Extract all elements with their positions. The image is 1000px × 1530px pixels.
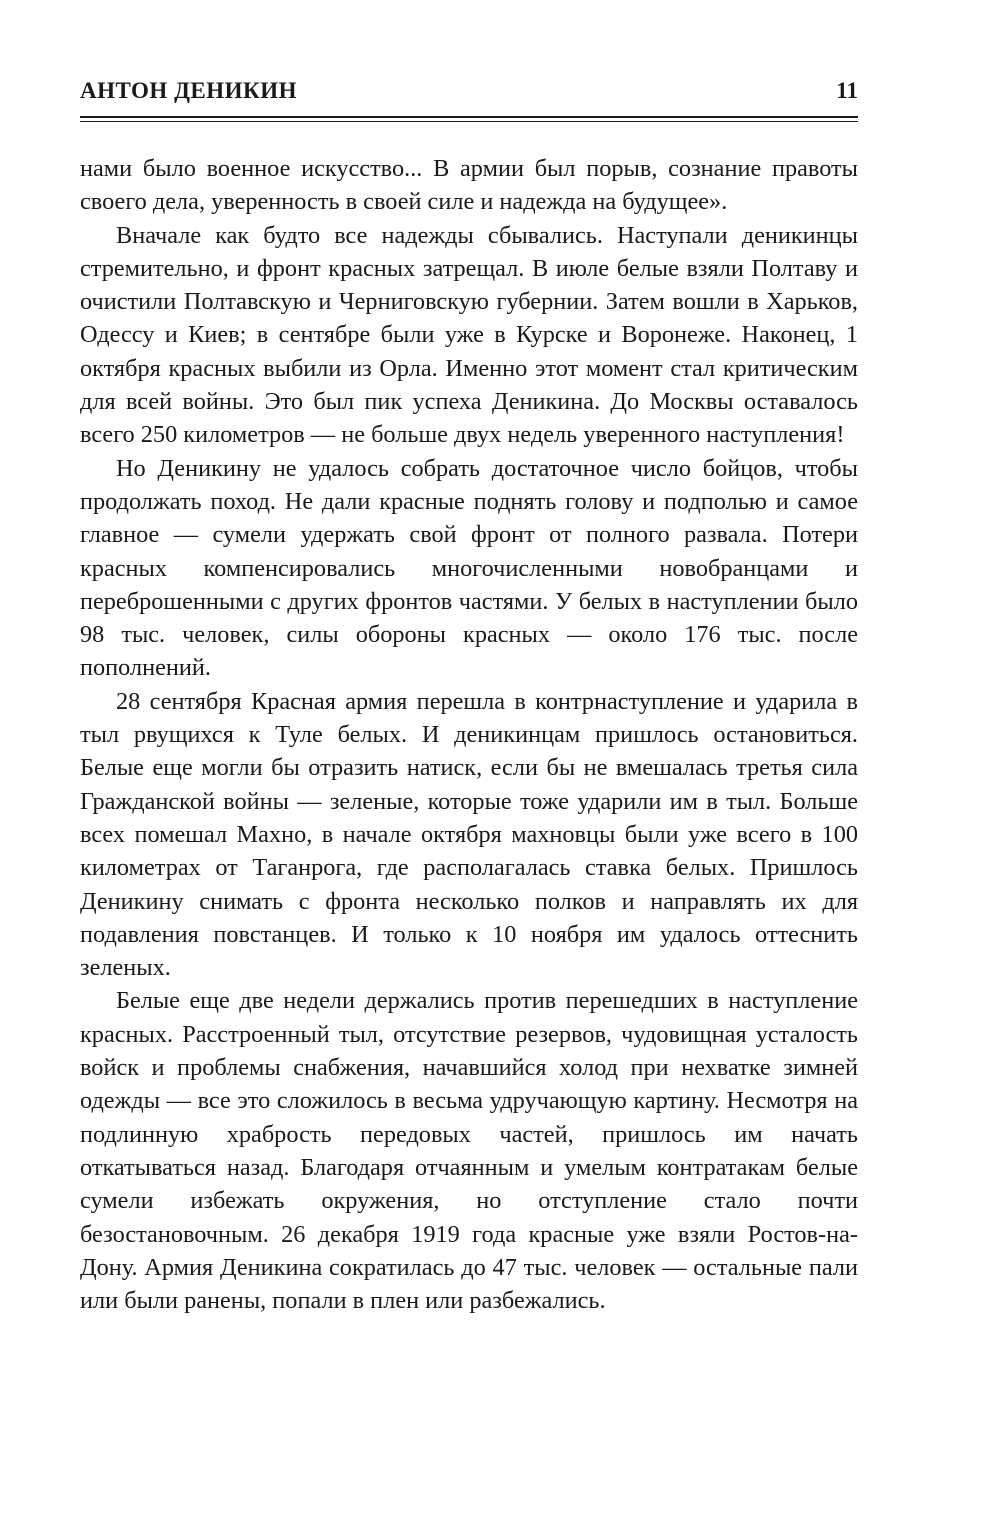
paragraph-1: нами было военное искусство... В армии был порыв, сознание правоты своего дела, уверенность в своей силе и надежда на будущее». [80, 155, 858, 216]
header-double-rule [80, 116, 858, 122]
running-title: АНТОН ДЕНИКИН [80, 78, 297, 103]
book-page [80, 78, 858, 1317]
paragraph-2: Вначале как будто все надежды сбывались. Наступали деникинцы стремительно, и фронт красных затрещал. В июле белые взяли Полтаву и очистили Полтавскую и Черниговскую губернии. Затем вошли в Харьков, Одессу и Киев; в сентябре были уже в Курске и Воронеже. Наконец, 1 октября красных выбили из Орла. Именно этот момент стал критическим для всей войны. Это был пик успеха Деникина. До Москвы оставалось всего 250 километров — не больше двух недель уверенного наступления! [80, 221, 858, 449]
paragraph-4: 28 сентября Красная армия перешла в контрнаступление и ударила в тыл рвущихся к Туле белых. И деникинцам пришлось остановиться. Белые еще могли бы отразить натиск, если бы не вмешалась третья сила Гражданской войны — зеленые, которые тоже ударили им в тыл. Больше всех помешал Махно, в начале октября махновцы были уже всего в 100 километрах от Таганрога, где располагалась ставка белых. Пришлось Деникину снимать с фронта несколько полков и направлять их для подавления повстанцев. И только к 10 ноября им удалось оттеснить зеленых. [80, 687, 858, 982]
running-header [80, 78, 858, 114]
page-number: 11 [836, 78, 858, 103]
paragraph-3: Но Деникину не удалось собрать достаточное число бойцов, чтобы продолжать поход. Не дали красные поднять голову и подполью и самое главное — сумели удержать свой фронт от полного развала. Потери красных компенсировались многочисленными новобранцами и переброшенными с других фронтов частями. У белых в наступлении было 98 тыс. человек, силы обороны красных — около 176 тыс. после пополнений. [80, 454, 858, 682]
body-text [80, 152, 858, 1317]
paragraph-5: Белые еще две недели держались против перешедших в наступление красных. Расстроенный тыл, отсутствие резервов, чудовищная усталость войск и проблемы снабжения, начавшийся холод при нехватке зимней одежды — все это сложилось в весьма удручающую картину. Несмотря на подлинную храбрость передовых частей, пришлось им начать откатываться назад. Благодаря отчаянным и умелым контратакам белые сумели избежать окружения, но отступление стало почти безостановочным. 26 декабря 1919 года красные уже взяли Ростов-на-Дону. Армия Деникина сократилась до 47 тыс. человек — остальные пали или были ранены, попали в плен или разбежались. [80, 987, 858, 1315]
